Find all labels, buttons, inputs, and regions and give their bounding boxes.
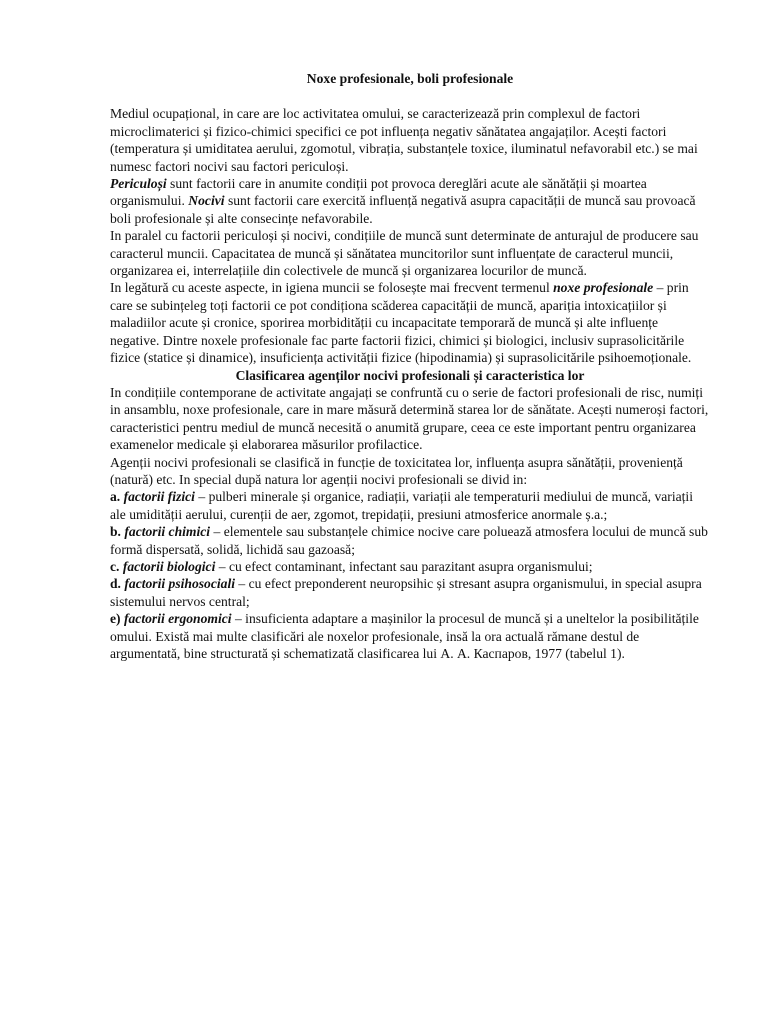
paragraph-intro: Mediul ocupațional, in care are loc activitatea omului, se caracterizează prin complexul de factori microclimaterici și fizico-chimici specifici ce pot influența negativ sănătatea angajaților. Acești factori (temperatura și umiditatea aerului, zgomotul, vibrația, substanțele toxice, iluminatul nefavorabil etc.) se mai numesc factori nocivi sau factori periculoși. xyxy=(110,106,698,174)
term-nocivi: Nocivi xyxy=(188,193,225,209)
list-item-letter: c. xyxy=(110,558,120,574)
list-item-c xyxy=(110,558,710,575)
paragraph-periculosi xyxy=(110,175,710,227)
list-item-text: – cu efect preponderent neuropsihic și stresant asupra organismului, in special asupra sistemului nervos central; xyxy=(110,576,702,609)
list-item-term: factorii psihosociali xyxy=(124,576,236,592)
list-item-letter: d. xyxy=(110,576,121,592)
list-item-letter: b. xyxy=(110,524,121,540)
paragraph-agentii: Agenții nocivi profesionali se clasifică in funcție de toxicitatea lor, influența asupra sănătății, proveniență (natură) etc. In special după natura lor agenții nocivi profesionali se divid in: xyxy=(110,454,683,487)
list-item-term: factorii biologici xyxy=(122,558,216,574)
list-item-b xyxy=(110,523,710,558)
paragraph-periculosi-text1: sunt factorii care in anumite condiții pot provoca dereglări acute ale sănătății și moartea organismului. xyxy=(110,176,647,209)
list-item-text: – elementele sau substanțele chimice nocive care poluează atmosfera locului de muncă sub formă dispersată, solidă, lichidă sau gazoasă; xyxy=(110,524,708,557)
list-item-term: factorii chimici xyxy=(124,524,211,540)
list-item-term: factorii fizici xyxy=(123,489,195,505)
paragraph-paralel: In paralel cu factorii periculoși și nocivi, condițiile de muncă sunt determinate de anturajul de producere sau caracterul muncii. Capacitatea de muncă și sănătatea muncitorilor sunt influențate de caracterul muncii, organizarea ei, interrelațiile din colectivele de muncă și organizarea locurilor de muncă. xyxy=(110,228,699,279)
list-item-d xyxy=(110,575,710,610)
document-title: Noxe profesionale, boli profesionale xyxy=(306,71,514,86)
paragraph-periculosi-text2: sunt factorii care exercită influență negativă asupra capacității de muncă sau provoacă boli profesionale și alte consecințe nefavorabile. xyxy=(110,193,696,226)
list-item-text: – pulberi minerale și organice, radiații, variații ale temperaturii mediului de muncă, variații ale umidității aerului, curenții de aer, zgomot, trepidații, presiuni atmosferice anormale ș.a.; xyxy=(110,489,693,522)
paragraph-legatura-text2: – prin care se subințeleg toți factorii ce pot condiționa scăderea capacității de muncă, apariția intoxicațiilor și maladiilor acute și cronice, sporirea morbidității cu incapacitate temporară de muncă și alte influențe negative. Dintre noxele profesionale fac parte factorii fizici, chimici și biologici, inclusiv suprasolicitările fizice (statice și dinamice), insuficiența activității fizice (hipodinamia) și suprasolicitările psihoemoționale. xyxy=(110,280,692,366)
list-item-letter: e) xyxy=(110,611,121,627)
list-item-a xyxy=(110,488,710,523)
paragraph-conditii: In condițiile contemporane de activitate angajați se confruntă cu o serie de factori profesionali de risc, numiți in ansamblu, noxe profesionale, care in mare măsură determină starea lor de sănătate. Acești numeroși factori, caracteristici pentru mediul de muncă necesită o anumită grupare, ceea ce este important pentru organizarea examenelor medicale și elaborarea măsurilor profilactice. xyxy=(110,384,709,453)
list-item-e xyxy=(110,610,710,662)
paragraph-legatura xyxy=(110,279,710,366)
term-noxe-profesionale: noxe profesionale xyxy=(553,280,654,296)
list-item-text: – insuficienta adaptare a mașinilor la procesul de muncă și a uneltelor la posibilitățile omului. Există mai multe clasificări ale noxelor profesionale, insă la ora actuală rămane destul de argumentată, bine structurată și schematizată clasificarea lui А. А. Каспаров, 1977 (tabelul 1). xyxy=(110,611,699,661)
term-periculosi: Periculoși xyxy=(110,176,167,192)
paragraph-legatura-text1: In legătură cu aceste aspecte, in igiena muncii se folosește mai frecvent termenul xyxy=(110,280,554,296)
list-item-text: – cu efect contaminant, infectant sau parazitant asupra organismului; xyxy=(215,558,593,574)
document-page xyxy=(110,70,710,662)
list-item-term: factorii ergonomici xyxy=(123,611,232,627)
section-subtitle: Clasificarea agenților nocivi profesionali și caracteristica lor xyxy=(235,367,585,383)
list-item-letter: a. xyxy=(110,489,121,505)
